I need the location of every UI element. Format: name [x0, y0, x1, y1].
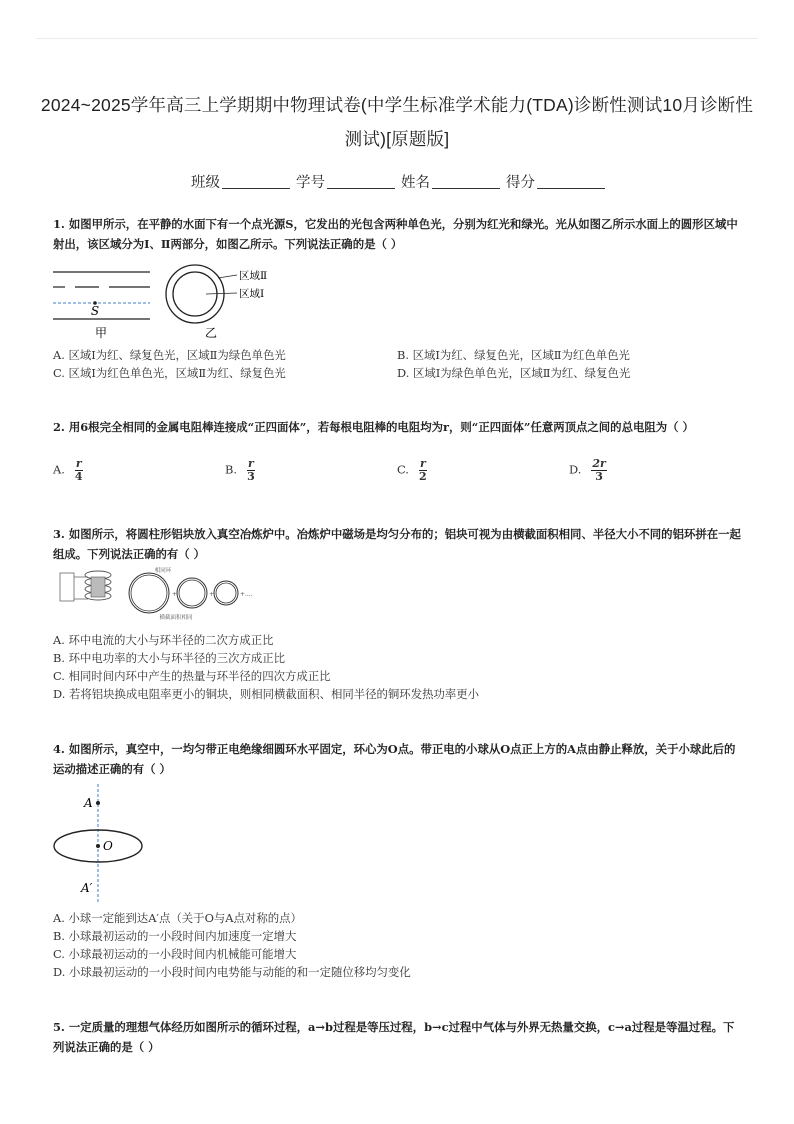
student-id-label: 学号: [295, 175, 325, 191]
question-4-figure: [50, 782, 160, 904]
q4-option-b[interactable]: B. 小球最初运动的一小段时间内加速度一定增大: [53, 929, 297, 943]
small-ring-inner: [216, 583, 236, 603]
q1-option-c[interactable]: C. 区域Ⅰ为红色单色光，区域Ⅱ为红、绿复色光: [53, 366, 286, 380]
q4-option-c[interactable]: C. 小球最初运动的一小段时间内机械能可能增大: [53, 947, 297, 961]
q4-option-a[interactable]: A. 小球一定能到达A′点（关于O与A点对称的点）: [53, 911, 302, 925]
q2-option-b-num: r: [248, 457, 254, 470]
question-1-stem: 1. 如图甲所示，在平静的水面下有一个点光源S，它发出的光包含两种单色光，分别为红光和绿光。光从如图乙所示水面上的圆形区域中射出，该区域分为Ⅰ、Ⅱ两部分，如图乙所示。下列说法正确的是（ ）: [53, 217, 738, 251]
q3-option-b[interactable]: B. 环中电功率的大小与环半径的三次方成正比: [53, 651, 286, 665]
large-ring-inner: [131, 575, 167, 611]
medium-ring-inner: [179, 580, 205, 606]
q2-option-c-num: r: [419, 457, 426, 470]
point-a-label: A: [84, 796, 93, 810]
question-4-stem: 4. 如图所示，真空中，一均匀带正电绝缘细圆环水平固定，环心为O点。带正电的小球从O点正上方的A点由静止释放，关于小球此后的运动描述正确的有（ ）: [53, 742, 736, 776]
q2-option-a-den: 4: [74, 470, 83, 483]
header-divider: [36, 38, 758, 39]
q2-option-d-letter: D.: [569, 462, 582, 477]
q2-option-a[interactable]: [53, 458, 83, 483]
q2-option-d[interactable]: [569, 458, 607, 483]
medium-ring-outer: [177, 578, 207, 608]
class-label: 班级: [190, 175, 220, 191]
figure-jia-caption: 甲: [94, 326, 108, 340]
q4-option-d[interactable]: D. 小球最初运动的一小段时间内电势能与动能的和一定随位移均匀变化: [53, 965, 411, 979]
ring-top-label: 相同环: [154, 568, 172, 574]
point-a: [96, 801, 100, 805]
q2-option-d-num: 2r: [592, 457, 606, 470]
class-blank: [222, 174, 290, 189]
point-a-prime-label: A′: [81, 881, 93, 895]
region2-pointer: [218, 275, 237, 278]
q2-option-a-letter: A.: [53, 462, 65, 477]
point-o-label: O: [103, 839, 113, 853]
score-blank: [537, 174, 605, 189]
small-ring-outer: [214, 581, 238, 605]
score-label: 得分: [506, 175, 536, 191]
ring-bottom-label: 横截面积相同: [159, 615, 193, 621]
point-o: [96, 844, 100, 848]
region1-label: 区域Ⅰ: [239, 288, 265, 300]
q2-option-b-fraction: [247, 458, 255, 483]
student-info-row: [0, 171, 794, 192]
q3-option-a[interactable]: A. 环中电流的大小与环半径的二次方成正比: [53, 633, 274, 647]
ring-ellipsis: +....: [240, 591, 253, 598]
q2-option-c-den: 2: [419, 470, 427, 483]
q2-option-d-fraction: [591, 458, 606, 483]
source-label: S: [90, 304, 100, 318]
q2-option-a-fraction: [75, 458, 83, 483]
large-ring-outer: [129, 573, 169, 613]
region1-pointer: [206, 293, 237, 294]
question-5-stem: 5. 一定质量的理想气体经历如图所示的循环过程，a→b过程是等压过程，b→c过程中气体与外界无热量交换，c→a过程是等温过程。下列说法正确的是（ ）: [53, 1020, 735, 1054]
q2-option-b[interactable]: [225, 458, 255, 483]
question-3-stem: 3. 如图所示，将圆柱形铝块放入真空冶炼炉中。冶炼炉中磁场是均匀分布的；铝块可视为由横截面积相同、半径大小不同的铝环拼在一起组成。下列说法正确的有（ ）: [53, 527, 741, 561]
q2-option-b-den: 3: [247, 470, 255, 483]
name-label: 姓名: [401, 175, 431, 191]
q1-option-a[interactable]: A. 区域Ⅰ为红、绿复色光，区域Ⅱ为绿色单色光: [53, 348, 286, 362]
q1-option-b[interactable]: B. 区域Ⅰ为红、绿复色光，区域Ⅱ为红色单色光: [397, 348, 630, 362]
ring-plus-1: +: [172, 591, 178, 598]
aluminum-block: [91, 577, 105, 597]
page-title: 2024~2025学年高三上学期期中物理试卷(中学生标准学术能力(TDA)诊断性测试10月诊断性测试)[原题版]: [40, 95, 754, 149]
q2-option-c-letter: C.: [397, 462, 409, 477]
q3-option-c[interactable]: C. 相同时间内环中产生的热量与环半径的四次方成正比: [53, 669, 331, 683]
q4-options: [53, 909, 411, 981]
question-1-figure: [53, 262, 303, 342]
q2-option-a-num: r: [75, 457, 82, 470]
question-3-figure: [58, 565, 268, 621]
ring-plus-2: +: [209, 591, 215, 598]
region2-label: 区域Ⅱ: [239, 270, 268, 282]
question-2-stem: 2. 用6根完全相同的金属电阻棒连接成“正四面体”，若每根电阻棒的电阻均为r，则“正四面体”任意两顶点之间的总电阻为（ ）: [53, 420, 694, 434]
figure-yi-caption: 乙: [204, 326, 218, 340]
power-source-box: [60, 573, 74, 601]
q3-options: [53, 631, 479, 703]
name-blank: [432, 174, 500, 189]
q3-option-d[interactable]: D. 若将铝块换成电阻率更小的铜块，则相同横截面积、相同半径的铜环发热功率更小: [53, 687, 480, 701]
q2-option-c[interactable]: [397, 458, 427, 483]
q2-option-c-fraction: [419, 458, 427, 483]
q2-option-b-letter: B.: [225, 462, 237, 477]
q1-option-d[interactable]: D. 区域Ⅰ为绿色单色光，区域Ⅱ为红、绿复色光: [397, 366, 631, 380]
student-id-blank: [327, 174, 395, 189]
q2-option-d-den: 3: [595, 470, 603, 483]
